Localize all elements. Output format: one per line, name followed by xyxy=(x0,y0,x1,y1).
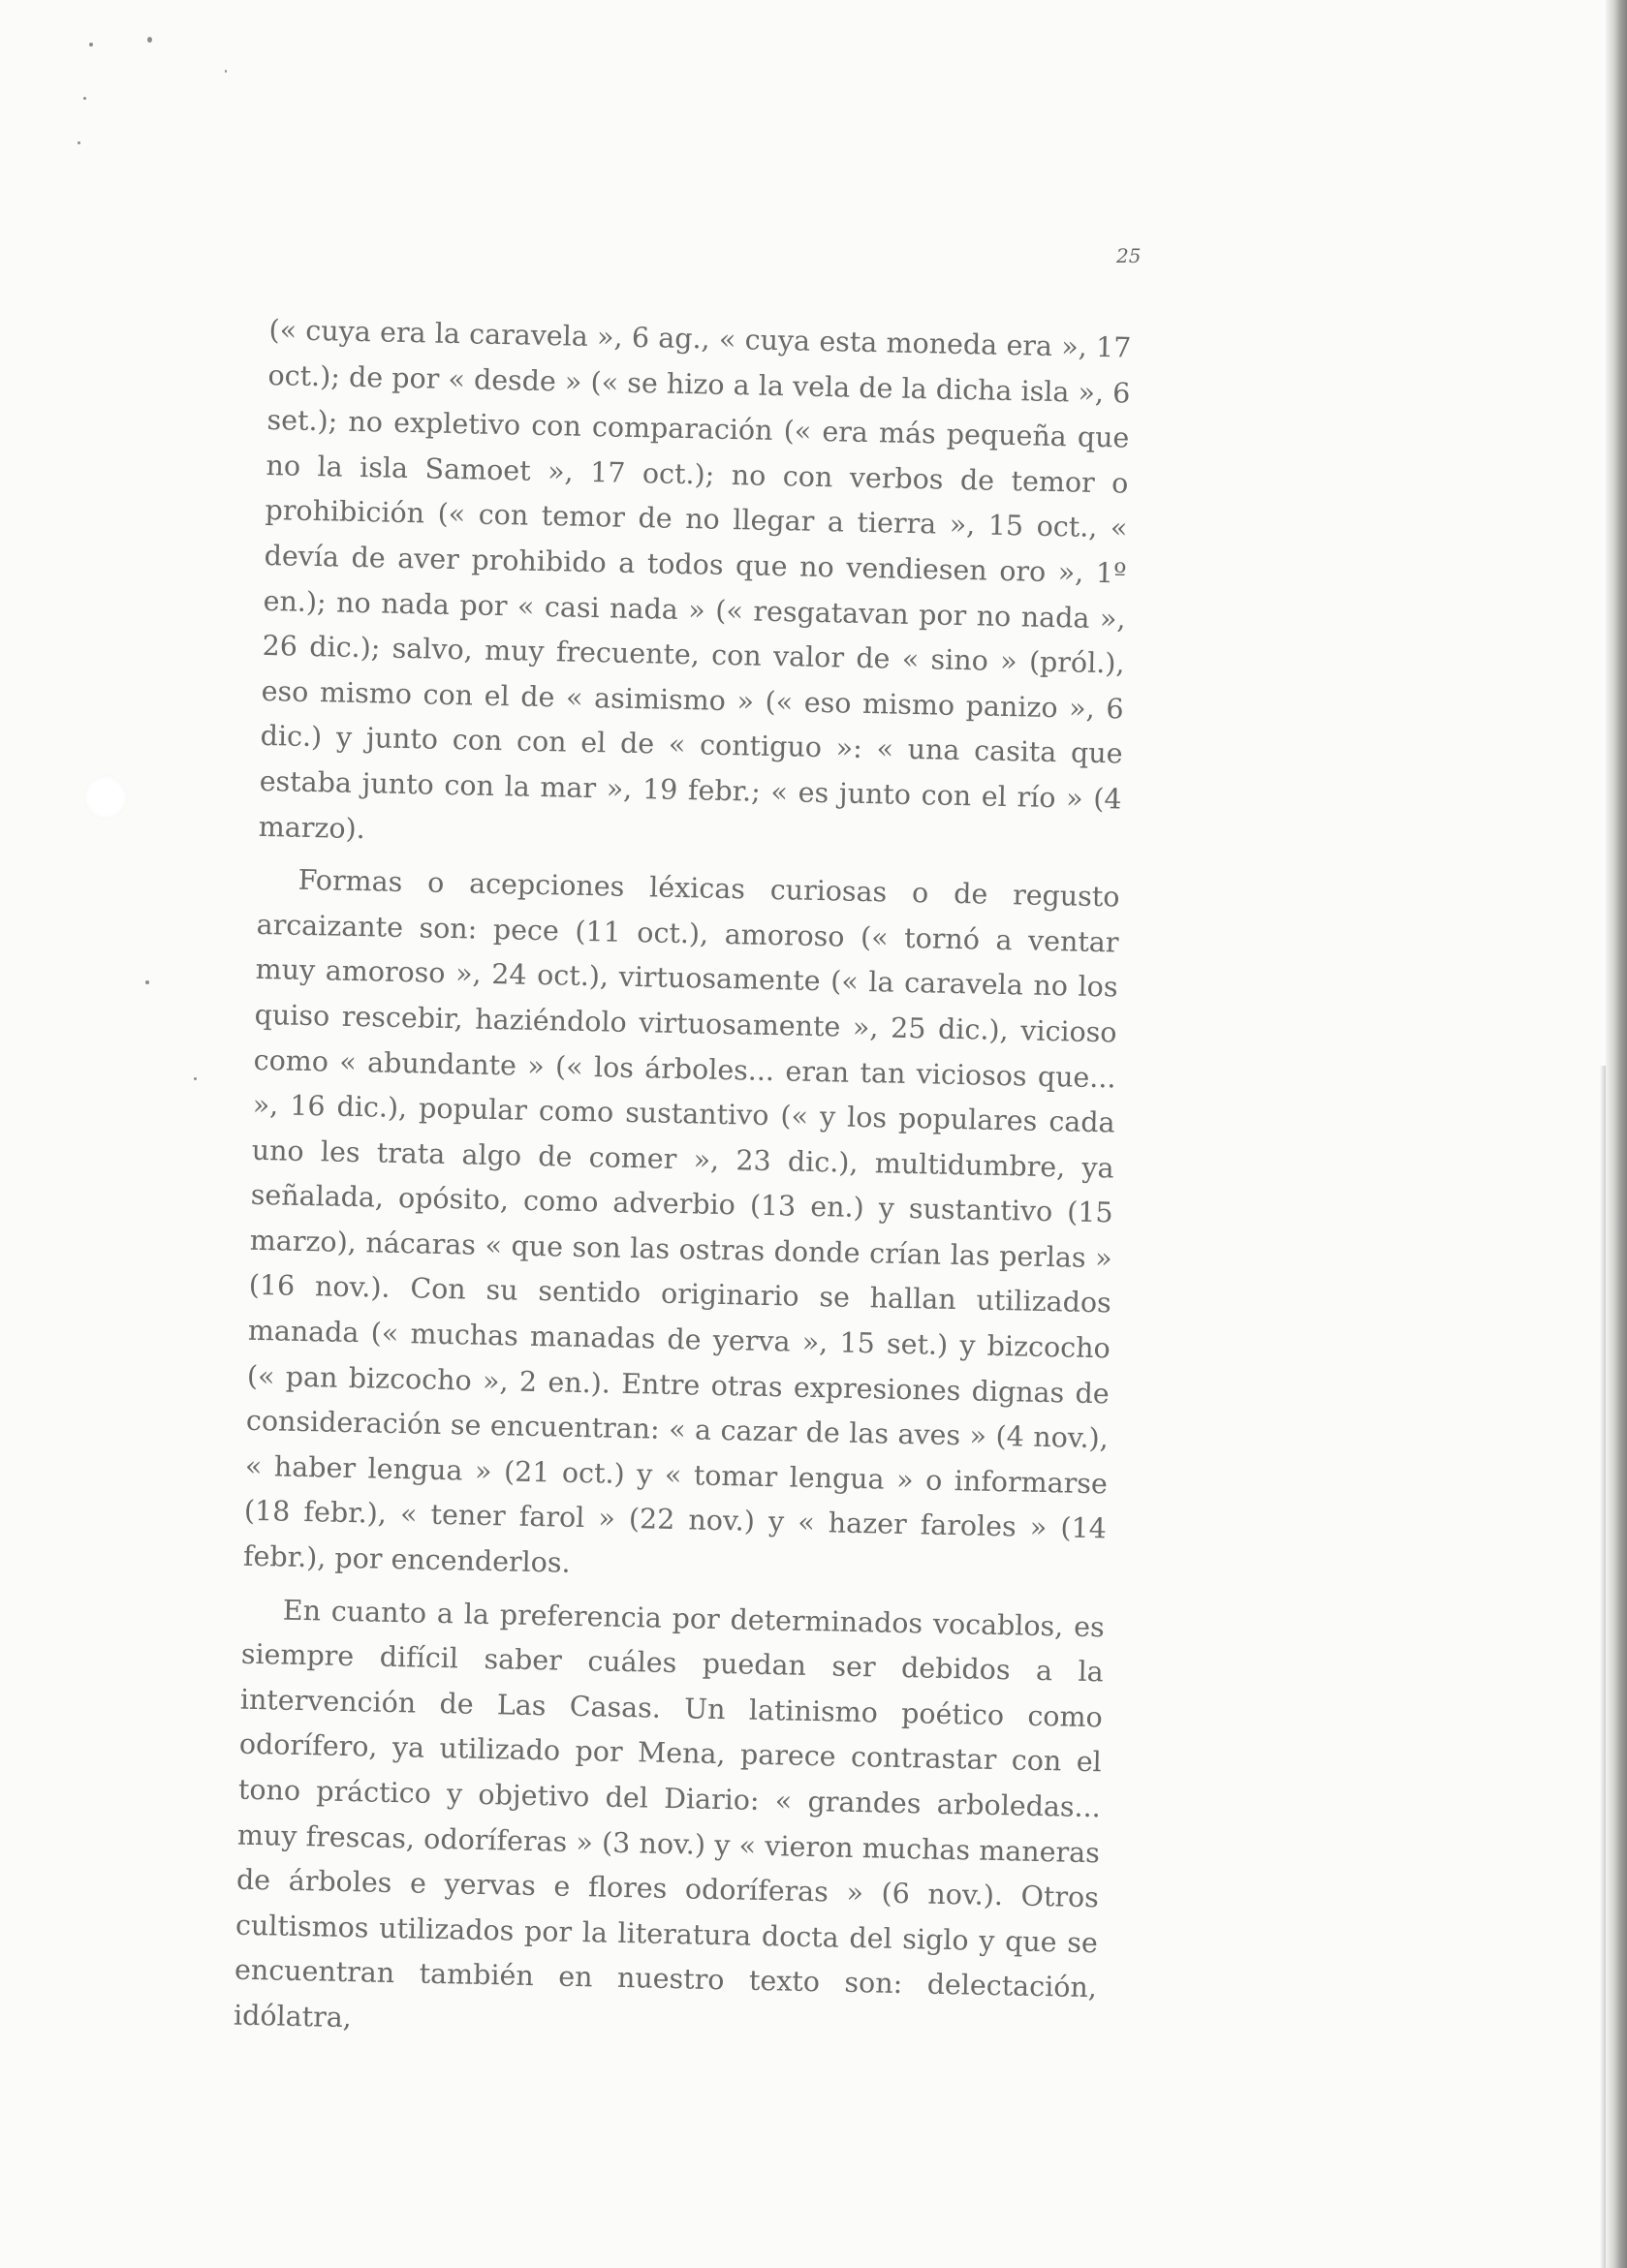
scan-shadow-edge xyxy=(1606,0,1627,2268)
dust-speck xyxy=(145,980,149,984)
paragraph-2: Formas o acepciones léxicas curiosas o de regusto arcaizante son: pece (11 oct.), amoroso (« tornó a ventar muy amoroso », 24 oct.), virtuosamente (« la caravela no los quiso rescebir, haziéndolo virtuosamente », 25 dic.), vicioso como « abundante » (« los árboles... eran tan viciosos que... », 16 dic.), popular como sustantivo (« y los populares cada uno les trata algo de comer », 23 dic.), multidumbre, ya señalada, opósito, como adverbio (13 en.) y sustantivo (15 marzo), nácaras « que son las ostras donde crían las perlas » (16 nov.). Con su sentido originario se hallan utilizados manada (« muchas manadas de yerva », 15 set.) y bizcocho (« pan bizcocho », 2 en.). Entre otras expresiones dignas de consideración se encuentran: « a cazar de las aves » (4 nov.), « haber lengua » (21 oct.) y « tomar lengua » o informarse (18 febr.), « tener farol » (22 nov.) y « hazer faroles » (14 febr.), por encenderlos. xyxy=(242,863,1120,1579)
dust-speck xyxy=(194,1077,197,1080)
paragraph-3: En cuanto a la preferencia por determinados vocablos, es siempre difícil saber cuáles puedan ser debidos a la intervención de Las Casas. Un latinismo poético como odorífero, ya utilizado por Mena, parece contrastar con el tono práctico y objetivo del Diario: « grandes arboledas... muy frescas, odoríferas » (3 nov.) y « vieron muchas maneras de árboles e yervas e flores odoríferas » (6 nov.). Otros cultismos utilizados por la literatura docta del siglo y que se encuentran también en nuestro texto son: delectación, idólatra, xyxy=(233,1594,1106,2035)
paragraph-1: (« cuya era la caravela », 6 ag., « cuya esta moneda era », 17 oct.); de por « desde » (« se hizo a la vela de la dicha isla », 6 set.); no expletivo con comparación (« era más pequeña que no la isla Samoet », 17 oct.); no con verbos de temor o prohibición (« con temor de no llegar a tierra », 15 oct., « devía de aver prohibido a todos que no vendiesen oro », 1º en.); no nada por « casi nada » (« resgatavan por no nada », 26 dic.); salvo, muy frecuente, con valor de « sino » (pról.), eso mismo con el de « asimismo » (« eso mismo panizo », 6 dic.) y junto con con el de « contiguo »: « una casita que estaba junto con la mar », 19 febr.; « es junto con el río » (4 marzo). xyxy=(258,313,1132,845)
punch-hole xyxy=(83,775,128,820)
dust-speck xyxy=(147,37,152,43)
scan-shadow-inner xyxy=(1600,1066,1606,2268)
page-number: 25 xyxy=(1116,244,1142,267)
dust-speck xyxy=(83,97,86,100)
dust-speck xyxy=(89,43,93,47)
dust-speck xyxy=(78,141,80,144)
body-text xyxy=(234,308,1132,2057)
dust-speck xyxy=(225,70,227,73)
